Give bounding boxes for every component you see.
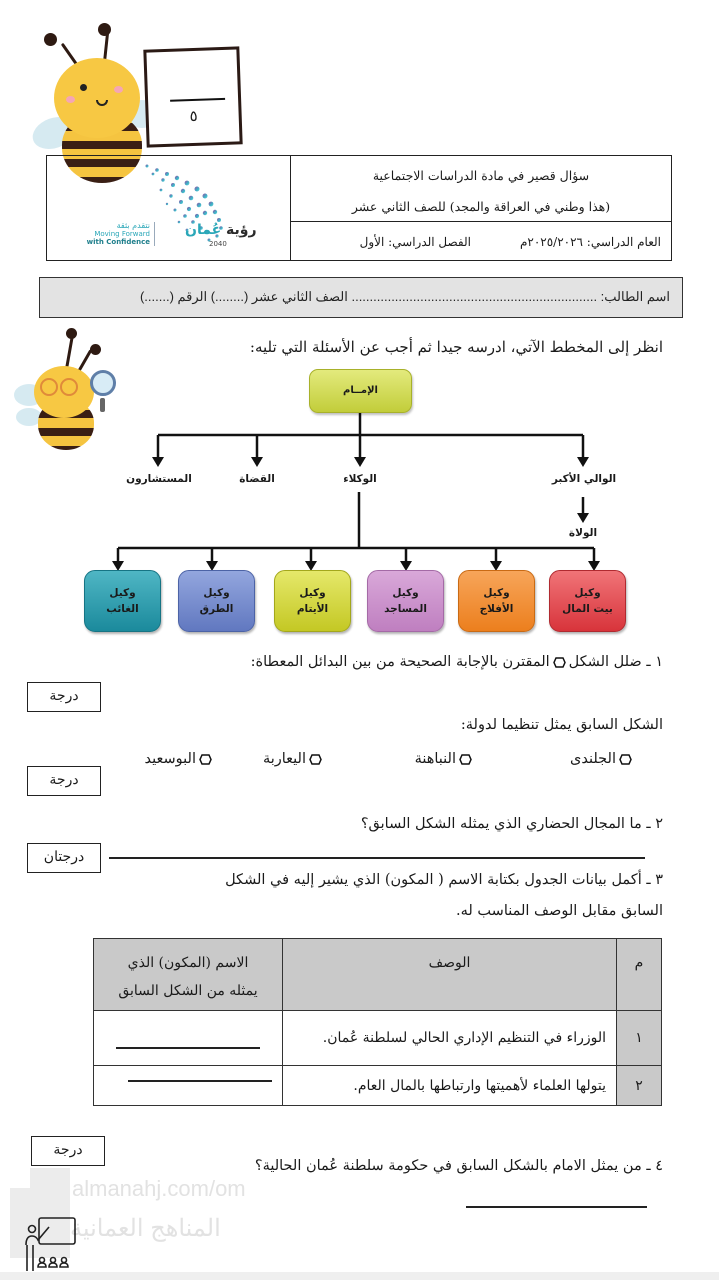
- student-info-row[interactable]: اسم الطالب: .................................................................... الصف الثاني عشر (........) الرقم (.......): [39, 277, 683, 318]
- table-row: [94, 1066, 662, 1106]
- row-number: ١: [617, 1011, 662, 1066]
- watermark-block: [30, 1168, 70, 1198]
- org-node-judges: القضاة: [239, 473, 275, 485]
- answer-line-q2[interactable]: [109, 857, 645, 859]
- agent-box-absent: وكيل الغائب: [84, 570, 161, 632]
- semester: الفصل الدراسي: الأول: [359, 235, 471, 249]
- row-answer-cell[interactable]: [94, 1066, 283, 1106]
- vision-logo-year: 2040: [209, 240, 227, 248]
- row-number: ٢: [617, 1066, 662, 1106]
- academic-year: العام الدراسي: ٢٠٢٥/٢٠٢٦م: [519, 235, 661, 249]
- org-node-governors: الولاة: [568, 527, 598, 539]
- agent-box-treasury: وكيل بيت المال: [549, 570, 626, 632]
- question-2-prompt: ٢ ـ ما المجال الحضاري الذي يمثله الشكل السابق؟: [360, 816, 663, 832]
- answer-line-q4[interactable]: [466, 1206, 647, 1208]
- hexagon-radio-icon[interactable]: [309, 754, 322, 765]
- org-node-chief-governor: الوالي الأكبر: [551, 473, 617, 485]
- vision-logo-text: رؤية عُمان: [185, 222, 257, 238]
- question-4-prompt: ٤ ـ من يمثل الامام بالشكل السابق في حكومة سلطنة عُمان الحالية؟: [254, 1158, 663, 1174]
- exam-subtitle: (هذا وطني في العراقة والمجد) للصف الثاني عشر: [351, 199, 611, 214]
- components-table: [93, 938, 662, 1106]
- question-1-prompt: ١ ـ ضلل الشكلالمقترن بالإجابة الصحيحة من بين البدائل المعطاة:: [250, 654, 663, 670]
- option-busaidi[interactable]: البوسعيد: [145, 751, 215, 767]
- answer-line[interactable]: [128, 1080, 272, 1082]
- row-description: يتولها العلماء لأهميتها وارتباطها بالمال العام.: [283, 1066, 617, 1106]
- agent-box-orphans: وكيل الأيتام: [274, 570, 351, 632]
- grade-box-q4: درجة: [31, 1136, 105, 1166]
- table-header-name: الاسم (المكون) الذي يمثله من الشكل السابق: [94, 939, 283, 1011]
- question-3-prompt-line1: ٣ ـ أكمل بيانات الجدول بكتابة الاسم ( المكون) الذي يشير إليه في الشكل: [225, 872, 663, 888]
- org-node-advisors: المستشارون: [126, 473, 192, 485]
- teacher-board-icon: [22, 1215, 82, 1273]
- watermark-arabic: المناهج العمانية: [70, 1215, 221, 1242]
- question-3-prompt-line2: السابق مقابل الوصف المناسب له.: [456, 903, 663, 919]
- grade-box-q1b: درجة: [27, 766, 101, 796]
- org-node-agents: الوكلاء: [343, 473, 377, 485]
- score-denominator: ٥: [189, 106, 199, 126]
- grade-box-q1: درجة: [27, 682, 101, 712]
- table-header-number: م: [617, 939, 662, 1011]
- agent-box-aflaj: وكيل الأفلاج: [458, 570, 535, 632]
- table-row: [94, 1011, 662, 1066]
- hexagon-radio-icon[interactable]: [619, 754, 632, 765]
- vision-tagline: نتقدم بثقة Moving Forward with Confidence: [77, 222, 155, 246]
- agent-box-roads: وكيل الطرق: [178, 570, 255, 632]
- page-bottom-bar: [0, 1272, 719, 1280]
- hexagon-radio-icon[interactable]: [199, 754, 212, 765]
- option-nabhani[interactable]: النباهنة: [415, 751, 475, 767]
- row-description: الوزراء في التنظيم الإداري الحالي لسلطنة عُمان.: [283, 1011, 617, 1066]
- answer-line[interactable]: [116, 1047, 260, 1049]
- diagram-instruction: انظر إلى المخطط الآتي، ادرسه جيدا ثم أجب عن الأسئلة التي تليه:: [249, 338, 663, 356]
- hexagon-shape-icon: [553, 657, 566, 668]
- org-node-imam: الإمــام: [309, 369, 412, 413]
- table-header-description: الوصف: [283, 939, 617, 1011]
- exam-title: سؤال قصير في مادة الدراسات الاجتماعية: [372, 168, 590, 183]
- row-answer-cell[interactable]: [94, 1011, 283, 1066]
- agent-box-mosques: وكيل المساجد: [367, 570, 444, 632]
- option-aljulanda[interactable]: الجلندى: [570, 751, 635, 767]
- hexagon-radio-icon[interactable]: [459, 754, 472, 765]
- grade-box-q2: درجتان: [27, 843, 101, 873]
- question-1-stem: الشكل السابق يمثل تنظيما لدولة:: [460, 717, 663, 733]
- watermark-url: almanahj.com/om: [72, 1176, 246, 1201]
- option-yaruba[interactable]: اليعاربة: [263, 751, 325, 767]
